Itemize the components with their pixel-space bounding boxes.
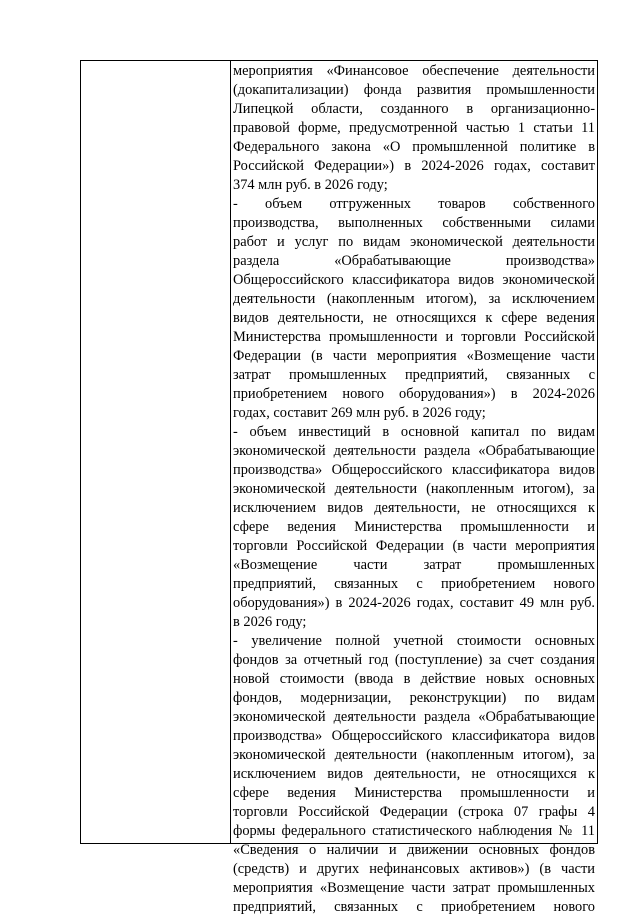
text-line: «Сведения о наличии и движении основных фондов xyxy=(233,842,595,858)
text-line: сфере ведения Министерства промышленности и xyxy=(233,519,595,535)
text-line: фондов, модернизации, реконструкции) по видам xyxy=(233,690,595,706)
text-line: деятельности (накопленным итогом), за исключением xyxy=(233,291,595,307)
text-line: предприятий, связанных с приобретением нового xyxy=(233,899,595,915)
text-line: новой стоимости (ввода в действие новых основных xyxy=(233,671,595,687)
text-line: (средств) и других нефинансовых активов») (в части xyxy=(233,861,595,877)
text-line: «Возмещение части затрат промышленных xyxy=(233,557,595,573)
text-line: мероприятия «Финансовое обеспечение деятельности xyxy=(233,63,595,79)
text-line: экономической деятельности раздела «Обрабатывающие xyxy=(233,709,595,725)
text-line: производства» Общероссийского классификатора видов xyxy=(233,728,595,744)
text-line: торговли Российской Федерации (в части мероприятия xyxy=(233,538,595,554)
text-line: производства, выполненных собственными силами xyxy=(233,215,595,231)
document-table xyxy=(80,60,598,915)
text-line: экономической деятельности раздела «Обрабатывающие xyxy=(233,443,595,459)
text-line: исключением видов деятельности, не относящихся к xyxy=(233,766,595,782)
text-line: мероприятия «Возмещение части затрат промышленных xyxy=(233,880,595,896)
text-line: фондов за отчетный год (поступление) за счет создания xyxy=(233,652,595,668)
text-line: исключением видов деятельности, не относящихся к xyxy=(233,500,595,516)
text-line: приобретением нового оборудования») в 2024-2026 xyxy=(233,386,595,402)
text-line: торговли Российской Федерации (строка 07 графы 4 xyxy=(233,804,595,820)
text-line: экономической деятельности (накопленным итогом), за xyxy=(233,747,595,763)
left-table-cell xyxy=(81,61,231,843)
text-line: затрат промышленных предприятий, связанных с xyxy=(233,367,595,383)
text-line: оборудования») в 2024-2026 годах, составит 49 млн руб. xyxy=(233,595,595,611)
text-line: - увеличение полной учетной стоимости основных xyxy=(233,633,595,649)
text-line: в 2026 году; xyxy=(233,614,307,630)
text-line: предприятий, связанных с приобретением нового xyxy=(233,576,595,592)
text-line: годах, составит 269 млн руб. в 2026 году; xyxy=(233,405,486,421)
text-line: экономической деятельности (накопленным итогом), за xyxy=(233,481,595,497)
text-line: видов деятельности, не относящихся к сфере ведения xyxy=(233,310,595,326)
text-line: Общероссийского классификатора видов экономической xyxy=(233,272,595,288)
text-line: Липецкой области, созданного в организационно- xyxy=(233,101,595,117)
text-line: работ и услуг по видам экономической деятельности xyxy=(233,234,595,250)
text-line: формы федерального статистического наблюдения № 11 xyxy=(233,823,595,839)
text-line: сфере ведения Министерства промышленности и xyxy=(233,785,595,801)
right-table-cell xyxy=(231,61,597,915)
text-line: Федерального закона «О промышленной политике в xyxy=(233,139,595,155)
text-line: 374 млн руб. в 2026 году; xyxy=(233,177,388,193)
text-line: (докапитализации) фонда развития промышленности xyxy=(233,82,595,98)
text-line: Российской Федерации») в 2024-2026 годах, составит xyxy=(233,158,595,174)
text-line: раздела «Обрабатывающие производства» xyxy=(233,253,595,269)
text-line: - объем отгруженных товаров собственного xyxy=(233,196,595,212)
text-line: - объем инвестиций в основной капитал по видам xyxy=(233,424,595,440)
text-line: Федерации (в части мероприятия «Возмещение части xyxy=(233,348,595,364)
text-line: правовой форме, предусмотренной частью 1 статьи 11 xyxy=(233,120,595,136)
text-line: Министерства промышленности и торговли Российской xyxy=(233,329,595,345)
text-line: производства» Общероссийского классификатора видов xyxy=(233,462,595,478)
